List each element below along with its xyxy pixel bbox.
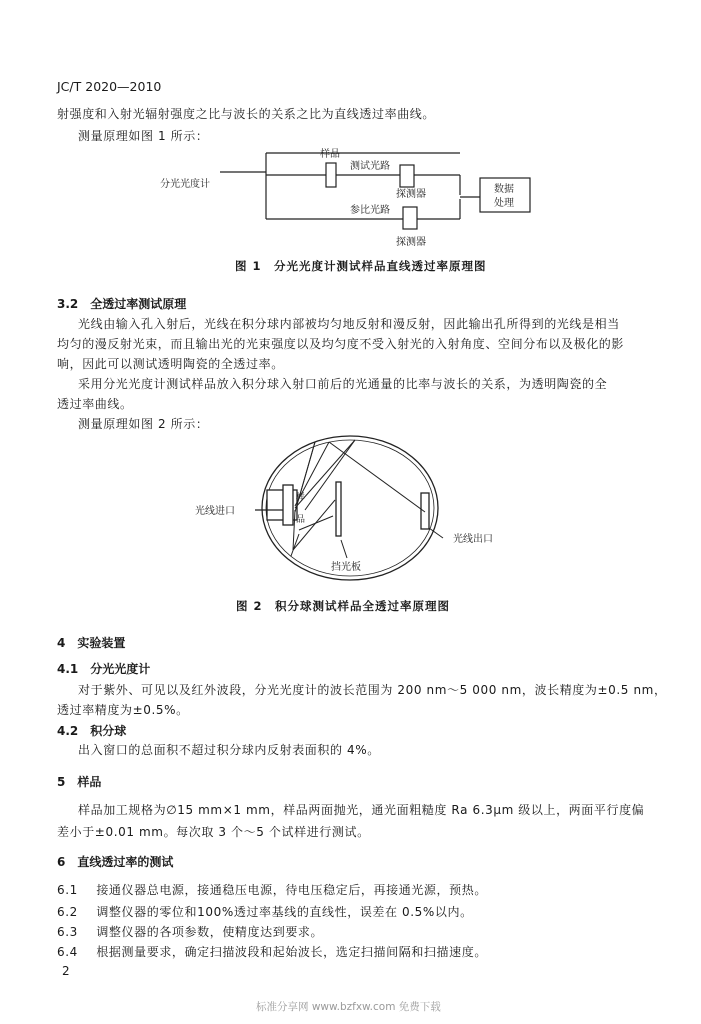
figure-2-caption: 图 2 积分球测试样品全透过率原理图 <box>236 599 451 613</box>
s5-line-1: 样品加工规格为∅15 mm×1 mm，样品两面抛光，通光面粗糙度 Ra 6.3μm 级以上，两面平行度偏 <box>78 803 645 817</box>
fig1-sample-label: 样品 <box>320 149 340 160</box>
light-rays <box>291 440 425 556</box>
sample-holder <box>283 485 293 525</box>
s32-p2-line-1: 采用分光光度计测试样品放入积分球入射口前后的光通量的比率与波长的关系，为透明陶瓷的全 <box>78 377 608 391</box>
baffle-pointer-line <box>341 540 347 558</box>
step-text: 接通仪器总电源，接通稳压电源，待电压稳定后，再接通光源，预热。 <box>96 883 487 897</box>
section-5-heading: 5 样品 <box>57 775 102 789</box>
s41-line-1: 对于紫外、可见以及红外波段，分光光度计的波长范围为 200 nm～5 000 nm，波长精度为±0.5 nm， <box>78 683 667 697</box>
fig1-data-label: 数据 <box>494 184 514 195</box>
section-3-2-heading: 3.2 全透过率测试原理 <box>57 297 187 311</box>
document-id: JC/T 2020—2010 <box>57 79 162 94</box>
fig2-baffle-label: 挡光板 <box>331 562 361 573</box>
fig1-spectrophotometer-label: 分光光度计 <box>160 179 210 190</box>
fig1-test-path-label: 测试光路 <box>350 161 390 172</box>
fig2-sample-label-b: 品 <box>296 515 306 525</box>
section-6-heading: 6 直线透过率的测试 <box>57 855 174 869</box>
fig1-detector-1-label: 探测器 <box>396 189 426 200</box>
intro-line-2: 测量原理如图 1 所示： <box>78 129 209 143</box>
section-4-heading: 4 实验装置 <box>57 636 126 650</box>
s32-p1-line-2: 均匀的漫反射光束，而且输出光的光束强度以及均匀度不受入射光的入射角度、空间分布以及极化的影 <box>57 337 625 351</box>
fig1-processing-label: 处理 <box>494 198 514 209</box>
step-6-4 <box>57 942 487 962</box>
step-6-3 <box>57 922 323 942</box>
step-text: 调整仪器的零位和100%透过率基线的直线性，误差在 0.5%以内。 <box>96 905 473 919</box>
step-6-1 <box>57 880 487 900</box>
s32-p3: 测量原理如图 2 所示： <box>78 417 209 431</box>
fig1-detector-2-label: 探测器 <box>396 237 426 248</box>
output-port <box>421 493 429 529</box>
figure-2-diagram <box>195 430 505 590</box>
detector-1-box <box>400 165 414 187</box>
intro-line-1: 射强度和入射光辐射强度之比与波长的关系之比为直线透过率曲线。 <box>57 107 436 121</box>
step-number: 6.2 <box>57 905 78 919</box>
figure-1-diagram <box>160 145 540 255</box>
watermark-link[interactable]: 标准分享网 www.bzfxw.com 免费下载 <box>256 1001 441 1013</box>
section-4-2-heading: 4.2 积分球 <box>57 724 127 738</box>
sample-box <box>326 163 336 187</box>
step-number: 6.4 <box>57 945 78 959</box>
fig2-input-label: 光线进口 <box>195 506 235 517</box>
figure-1-caption: 图 1 分光光度计测试样品直线透过率原理图 <box>235 259 487 273</box>
section-4-1-heading: 4.1 分光光度计 <box>57 662 151 676</box>
s5-line-2: 差小于±0.01 mm。每次取 3 个～5 个试样进行测试。 <box>57 825 370 839</box>
page-number: 2 <box>62 964 70 978</box>
step-number: 6.1 <box>57 883 78 897</box>
detector-2-box <box>403 207 417 229</box>
s32-p1-line-3: 响，因此可以测试透明陶瓷的全透过率。 <box>57 357 284 371</box>
step-text: 根据测量要求，确定扫描波段和起始波长，选定扫描间隔和扫描速度。 <box>96 945 487 959</box>
fig1-reference-path-label: 参比光路 <box>350 205 390 216</box>
fig2-output-label: 光线出口 <box>453 534 493 545</box>
fig2-sample-label-a: 样 <box>296 493 306 503</box>
step-number: 6.3 <box>57 925 78 939</box>
s41-line-2: 透过率精度为±0.5%。 <box>57 703 189 717</box>
s32-p2-line-2: 透过率曲线。 <box>57 397 133 411</box>
baffle-plate <box>336 482 341 536</box>
s42-line-1: 出入窗口的总面积不超过积分球内反射表面积的 4%。 <box>78 743 380 757</box>
s32-p1-line-1: 光线由输入孔入射后，光线在积分球内部被均匀地反射和漫反射，因此输出孔所得到的光线是相当 <box>78 317 620 331</box>
step-text: 调整仪器的各项参数，使精度达到要求。 <box>96 925 324 939</box>
step-6-2 <box>57 902 473 922</box>
